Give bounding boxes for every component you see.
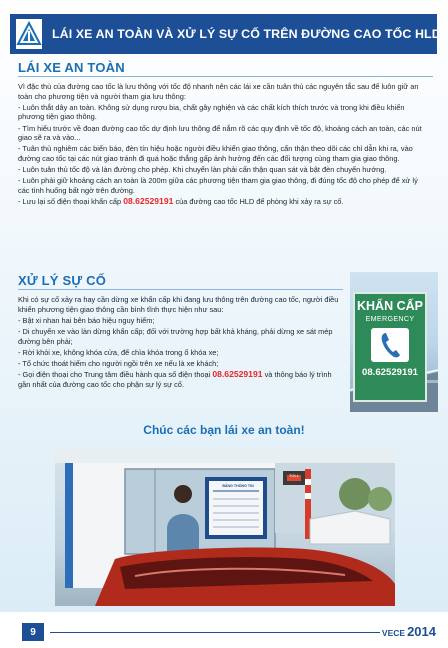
header-bar — [10, 14, 441, 54]
safe-driving-item: - Luôn thắt dây an toàn. Không sử dụng rượu bia, chất gây nghiện và các chất kích thích trước và trong khi điều khiển phương tiện giao thông. — [18, 102, 405, 122]
emergency-sign — [353, 292, 427, 402]
phone-line-prefix: - Gọi điện thoại cho Trung tâm điều hành qua số điện thoại — [18, 370, 213, 380]
safe-driving-item-phone — [18, 197, 428, 207]
header-title: LÁI XE AN TOÀN VÀ XỬ LÝ SỰ CỐ TRÊN ĐƯỜNG CAO TỐC HLD — [52, 27, 441, 41]
footer-divider — [50, 632, 380, 633]
vece-logo-icon — [16, 19, 42, 49]
emergency-phone-number: 08.62529191 — [123, 196, 174, 207]
emergency-sign-subtitle: EMERGENCY — [365, 314, 415, 323]
brand-year: 2014 — [407, 624, 436, 639]
phone-handset-icon — [371, 328, 409, 362]
emergency-sign-title: KHẨN CẤP — [357, 299, 423, 313]
safe-driving-item: - Luôn tuân thủ tốc độ và làn đường cho phép. Khi chuyển làn phải cẩn thận quan sát và bật đèn chuyển hướng. — [18, 165, 387, 175]
phone-line-prefix: - Lưu lại số điện thoại khẩn cấp — [18, 197, 124, 207]
section-title-incident: XỬ LÝ SỰ CỐ — [18, 273, 107, 288]
phone-line-suffix: của đường cao tốc HLD để phòng khi xảy ra sự cố. — [173, 197, 344, 207]
incident-body — [18, 295, 343, 391]
safe-driving-item: - Tìm hiểu trước về đoạn đường cao tốc dự định lưu thông để nắm rõ các quy định về tốc độ, khoảng cách an toàn, các nút giao sẽ ra và vào... — [18, 123, 422, 143]
safe-driving-intro: Vì đặc thù của đường cao tốc là lưu thông với tốc độ nhanh nên các lái xe cần tuân thủ các nguyên tắc sau để luôn giữ an toàn cho phương tiện và người tham gia lưu thông: — [18, 82, 419, 101]
brand-name: VECE — [381, 628, 406, 638]
safe-driving-body — [18, 82, 428, 208]
incident-item-phone — [18, 370, 343, 389]
page-number: 9 — [22, 623, 44, 641]
incident-item: - Tổ chức thoát hiểm cho người ngồi trên xe nếu là xe khách; — [18, 358, 219, 368]
emergency-sign-phone: 08.62529191 — [361, 367, 419, 378]
incident-item: - Rời khỏi xe, không khóa cửa, để chìa khóa trong ổ khóa xe; — [18, 347, 219, 357]
phone-line-suffix: và thông báo lý trình gần nhất của đường cao tốc cho phận sự lý sự cố. — [18, 370, 332, 389]
incident-item: - Bật xi nhan hai bên báo hiệu nguy hiểm; — [18, 315, 155, 325]
safe-driving-wish: Chúc các bạn lái xe an toàn! — [143, 423, 305, 437]
safe-driving-item: - Tuân thủ nghiêm các biển báo, đèn tín hiệu hoặc người điều khiển giao thông, cẩn thận theo dõi các chỉ dẫn khi ra, vào đường cao tốc tại các nút giao tránh đi quá hoặc thắng gấp ảnh hưởng đến các đối tượng cùng tham gia giao thông. — [18, 144, 413, 163]
toll-booth-photo — [55, 449, 395, 606]
incident-intro: Khi có sự cố xảy ra hay cần dừng xe khẩn cấp khi đang lưu thông trên đường cao tốc, người điều khiển phương tiện giao thông cần bình tĩnh thực hiện như sau: — [18, 295, 339, 314]
safe-driving-item: - Luôn phải giữ khoảng cách an toàn là 200m giữa các phương tiện tham gia giao thông, đi đúng tốc độ cho phép để xử lý các tình huống bất ngờ trên đường. — [18, 176, 418, 195]
brand-mark — [382, 623, 436, 641]
incident-item: - Di chuyển xe vào làn dừng khẩn cấp; đối với trường hợp bất khả kháng, phải dừng xe sát mép đường bên phải; — [18, 326, 333, 346]
toll-sign-text: TOLL — [289, 473, 299, 478]
emergency-phone-number: 08.62529191 — [212, 369, 263, 380]
section-title-safe-driving: LÁI XE AN TOÀN — [18, 60, 125, 75]
section-divider — [18, 76, 433, 77]
section-divider — [18, 289, 343, 290]
footer — [0, 612, 448, 648]
booth-info-board-title: BẢNG THÔNG TIN — [222, 484, 254, 488]
